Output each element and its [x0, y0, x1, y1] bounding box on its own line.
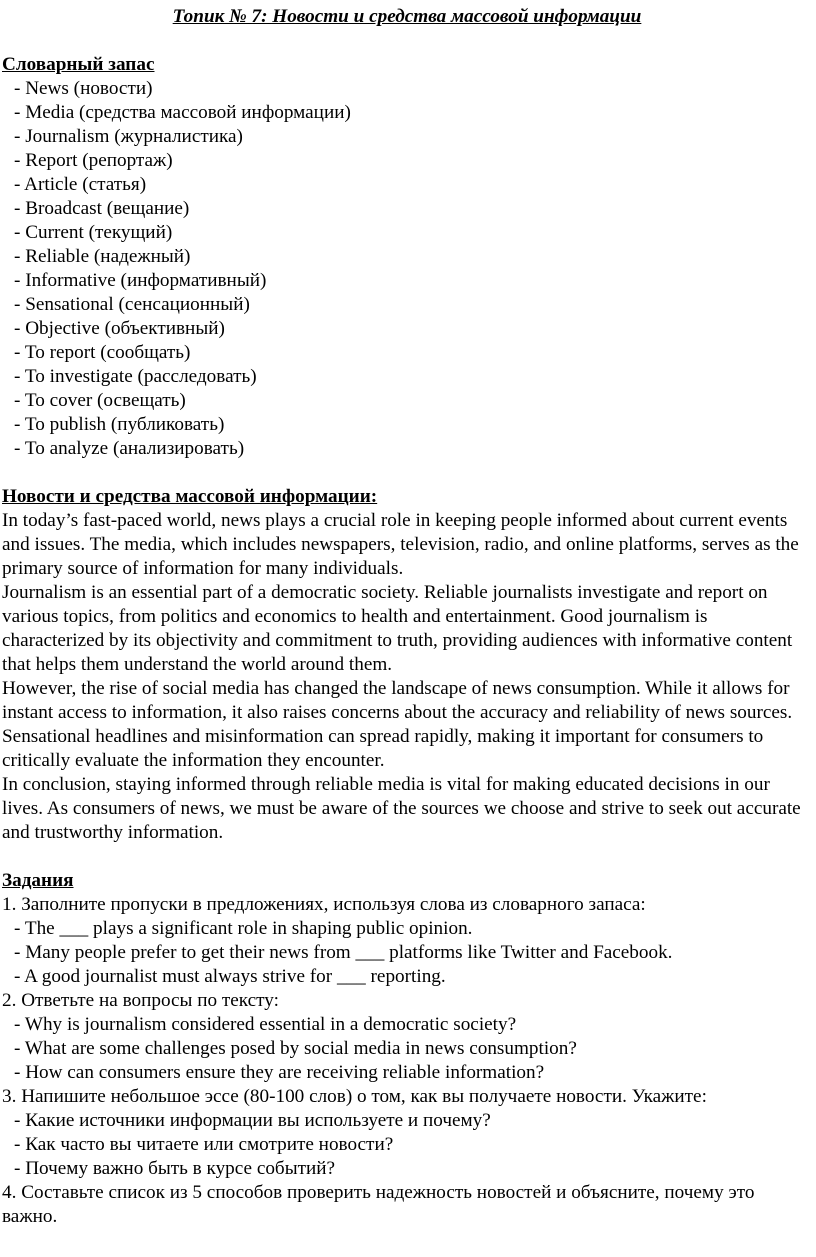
vocabulary-list [2, 77, 812, 461]
task-subitem: - A good journalist must always strive for ___ reporting. [2, 965, 812, 989]
reading-text-heading: Новости и средства массовой информации: [2, 486, 378, 507]
task-subitem: - How can consumers ensure they are receiving reliable information? [2, 1061, 812, 1085]
vocabulary-item: - Current (текущий) [2, 221, 812, 245]
vocabulary-item: - Broadcast (вещание) [2, 197, 812, 221]
spacer [2, 461, 812, 485]
vocabulary-item: - News (новости) [2, 77, 812, 101]
task-subitem: - Как часто вы читаете или смотрите новости? [2, 1133, 812, 1157]
vocabulary-section [2, 53, 812, 461]
task-subitem-list [2, 1013, 812, 1085]
reading-paragraph: However, the rise of social media has changed the landscape of news consumption. While it allows for instant access to information, it also raises concerns about the accuracy and reliability of news sources. Sensational headlines and misinformation can spread rapidly, making it important for consumers to critically evaluate the information they encounter. [2, 678, 793, 771]
spacer [2, 29, 812, 53]
task-item: 4. Составьте список из 5 способов проверить надежность новостей и объясните, почему это важно. [2, 1182, 755, 1227]
task-subitem: - What are some challenges posed by social media in news consumption? [2, 1037, 812, 1061]
vocabulary-item: - Informative (информативный) [2, 269, 812, 293]
vocabulary-item: - To analyze (анализировать) [2, 437, 812, 461]
task-item: 2. Ответьте на вопросы по тексту: [2, 990, 279, 1011]
task-subitem: - Many people prefer to get their news from ___ platforms like Twitter and Facebook. [2, 941, 812, 965]
task-subitem: - The ___ plays a significant role in shaping public opinion. [2, 917, 812, 941]
reading-paragraph: Journalism is an essential part of a democratic society. Reliable journalists investigate and report on various topics, from politics and economics to health and entertainment. Good journalism is characterized by its objectivity and commitment to truth, providing audiences with informative content that helps them understand the world around them. [2, 582, 793, 675]
vocabulary-item: - Report (репортаж) [2, 149, 812, 173]
vocabulary-item: - To investigate (расследовать) [2, 365, 812, 389]
task-subitem-list [2, 917, 812, 989]
task-subitem: - Какие источники информации вы используете и почему? [2, 1109, 812, 1133]
task-item: 3. Напишите небольшое эссе (80-100 слов) о том, как вы получаете новости. Укажите: [2, 1086, 707, 1107]
page-title: Топик № 7: Новости и средства массовой информации [172, 6, 642, 27]
vocabulary-item: - Reliable (надежный) [2, 245, 812, 269]
tasks-heading: Задания [2, 870, 74, 891]
vocabulary-item: - Objective (объективный) [2, 317, 812, 341]
reading-paragraph: In today’s fast-paced world, news plays a crucial role in keeping people informed about current events and issues. The media, which includes newspapers, television, radio, and online platforms, serves as the primary source of information for many individuals. [2, 510, 799, 579]
vocabulary-item: - To publish (публиковать) [2, 413, 812, 437]
task-subitem: - Почему важно быть в курсе событий? [2, 1157, 812, 1181]
task-subitem: - Why is journalism considered essential in a democratic society? [2, 1013, 812, 1037]
vocabulary-item: - Sensational (сенсационный) [2, 293, 812, 317]
vocabulary-item: - Article (статья) [2, 173, 812, 197]
task-item: 1. Заполните пропуски в предложениях, используя слова из словарного запаса: [2, 894, 646, 915]
vocabulary-item: - Journalism (журналистика) [2, 125, 812, 149]
reading-paragraph: In conclusion, staying informed through reliable media is vital for making educated decisions in our lives. As consumers of news, we must be aware of the sources we choose and strive to seek out accurate and trustworthy information. [2, 774, 801, 843]
vocabulary-item: - Media (средства массовой информации) [2, 101, 812, 125]
spacer [2, 845, 812, 869]
vocabulary-item: - To cover (освещать) [2, 389, 812, 413]
vocabulary-item: - To report (сообщать) [2, 341, 812, 365]
task-subitem-list [2, 1109, 812, 1181]
vocabulary-heading: Словарный запас [2, 54, 155, 75]
reading-text-section [2, 485, 812, 845]
tasks-section [2, 869, 812, 1229]
